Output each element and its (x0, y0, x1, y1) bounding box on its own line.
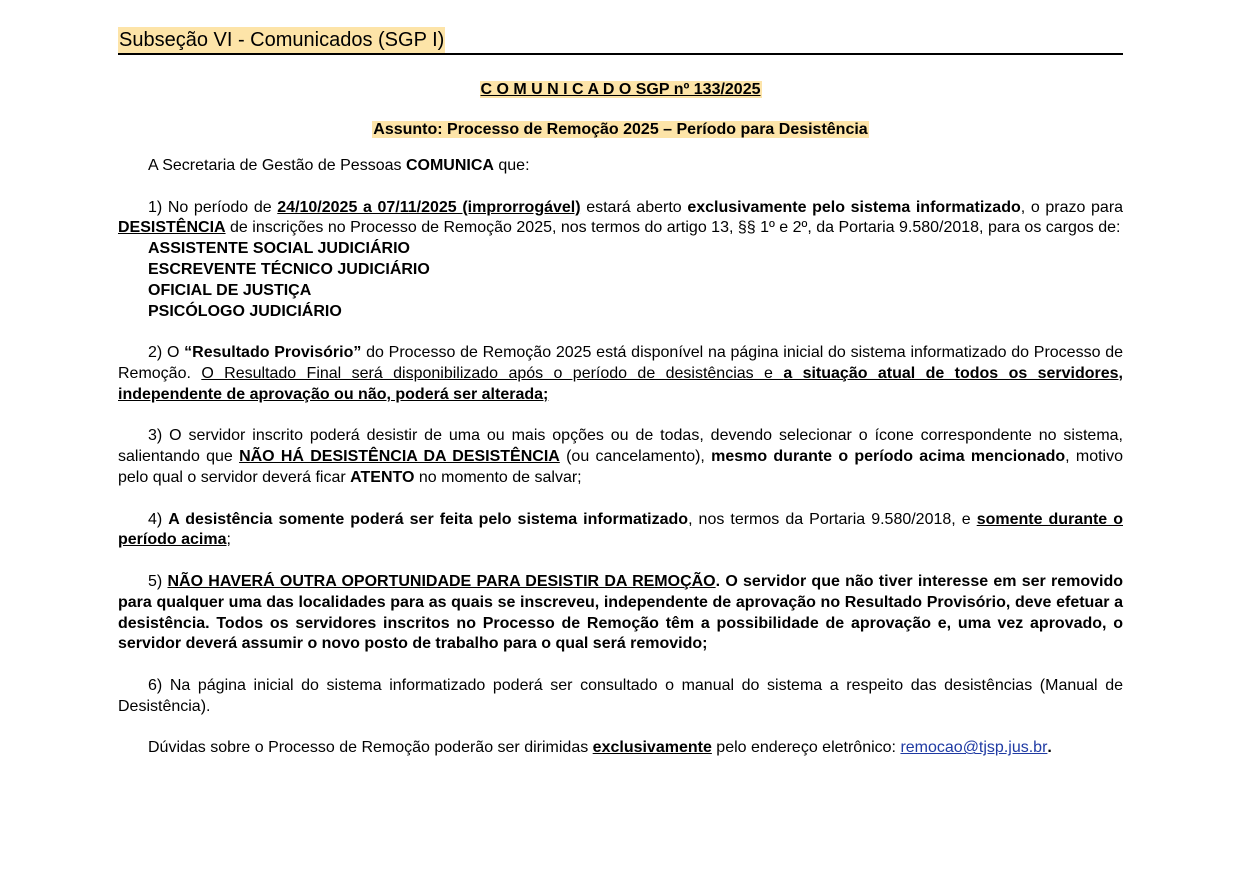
subject-text: Assunto: Processo de Remoção 2025 – Período para Desistência (373, 121, 868, 138)
comunicado-title-text: C O M U N I C A D O SGP nº 133/2025 (480, 81, 761, 98)
cargo-item: OFICIAL DE JUSTIÇA (148, 281, 312, 299)
item-1-text: de inscrições no Processo de Remoção 2025, nos termos do artigo 13, §§ 1º e 2º, da Portaria 9.580/2018, para os cargos de: (225, 219, 1121, 237)
item-4-bold-underline: somente durante o período acima (118, 510, 1123, 549)
item-1-desistencia: DESISTÊNCIA (118, 219, 226, 237)
item-2-bold-underline: a situação atual de todos os servidores, independente de aprovação ou não, poderá ser alterada; (118, 364, 1123, 403)
item-4-text: , nos termos da Portaria 9.580/2018, e (688, 510, 977, 528)
item-2-paragraph (118, 343, 1123, 405)
item-3-bold-atento: ATENTO (350, 468, 415, 486)
intro-text: A Secretaria de Gestão de Pessoas (148, 157, 406, 174)
cargo-item: PSICÓLOGO JUDICIÁRIO (148, 302, 342, 320)
intro-bold: COMUNICA (405, 157, 494, 174)
item-3-paragraph (118, 426, 1123, 488)
item-4-paragraph (118, 510, 1123, 552)
item-6-paragraph: 6) Na página inicial do sistema informatizado poderá ser consultado o manual do sistema a respeito das desistências (Manual de Desistência). (118, 676, 1123, 715)
item-4-bold: A desistência somente poderá ser feita pelo sistema informatizado (168, 510, 689, 528)
cargos-list (118, 239, 1123, 322)
intro-text-end: que: (493, 157, 530, 174)
footer-paragraph (118, 738, 1123, 759)
item-5-paragraph (118, 572, 1123, 655)
item-4-text: 4) (148, 510, 169, 528)
section-title: Subseção VI - Comunicados (SGP I) (119, 29, 445, 51)
cargo-item: ESCREVENTE TÉCNICO JUDICIÁRIO (148, 260, 430, 278)
subject-line (118, 119, 1123, 140)
item-2-bold: “Resultado Provisório” (184, 344, 362, 362)
item-5-bold-underline: NÃO HAVERÁ OUTRA OPORTUNIDADE PARA DESISTIR DA REMOÇÃO (167, 572, 716, 590)
cargo-item: ASSISTENTE SOCIAL JUDICIÁRIO (148, 240, 410, 258)
item-1-bold: exclusivamente pelo sistema informatizado (687, 198, 1021, 216)
intro-paragraph (118, 156, 1123, 177)
item-1-text: 1) No período de (148, 198, 278, 216)
footer-bold-underline: exclusivamente (592, 739, 712, 757)
document-page (118, 26, 1123, 759)
item-3-bold-underline: NÃO HÁ DESISTÊNCIA DA DESISTÊNCIA (239, 448, 560, 466)
item-2-underline: O Resultado Final será disponibilizado após o período de desistências e (201, 364, 784, 382)
item-4-text: ; (226, 531, 231, 549)
item-2-text: do Processo de Remoção 2025 está disponível na página inicial do sistema informatizado do Processo de Remoção. (118, 344, 1124, 382)
item-5-text: 5) (148, 572, 168, 590)
item-1-paragraph (118, 198, 1123, 240)
footer-text: Dúvidas sobre o Processo de Remoção poderão ser dirimidas (148, 739, 593, 757)
item-3-text: (ou cancelamento), (559, 448, 712, 466)
item-3-text: no momento de salvar; (414, 468, 582, 486)
item-1-text: estará aberto (580, 198, 688, 216)
item-1-period: 24/10/2025 a 07/11/2025 (improrrogável) (277, 198, 581, 216)
item-3-text: , motivo pelo qual o servidor deverá ficar (118, 448, 1123, 486)
footer-period: . (1047, 739, 1052, 757)
email-link[interactable]: remocao@tjsp.jus.br (900, 739, 1048, 757)
item-2-text: 2) O (148, 344, 185, 362)
footer-text: pelo endereço eletrônico: (711, 739, 901, 757)
item-1-text: , o prazo para (1020, 198, 1124, 216)
section-header (118, 26, 1123, 55)
item-3-bold: mesmo durante o período acima mencionado (711, 448, 1066, 466)
item-5-bold: . O servidor que não tiver interesse em ser removido para qualquer uma das localidades para as quais se inscreveu, independente de aprovação no Resultado Provisório, deve efetuar a desistência. Todos os servidores inscritos no Processo de Remoção têm a possibilidade de aprovação e, uma vez aprovado, o servidor deverá assumir o novo posto de trabalho para o qual será removido; (118, 572, 1124, 653)
comunicado-title (118, 79, 1123, 100)
item-3-text: 3) O servidor inscrito poderá desistir de uma ou mais opções ou de todas, devendo selecionar o ícone correspondente no sistema, salientando que (118, 427, 1123, 466)
